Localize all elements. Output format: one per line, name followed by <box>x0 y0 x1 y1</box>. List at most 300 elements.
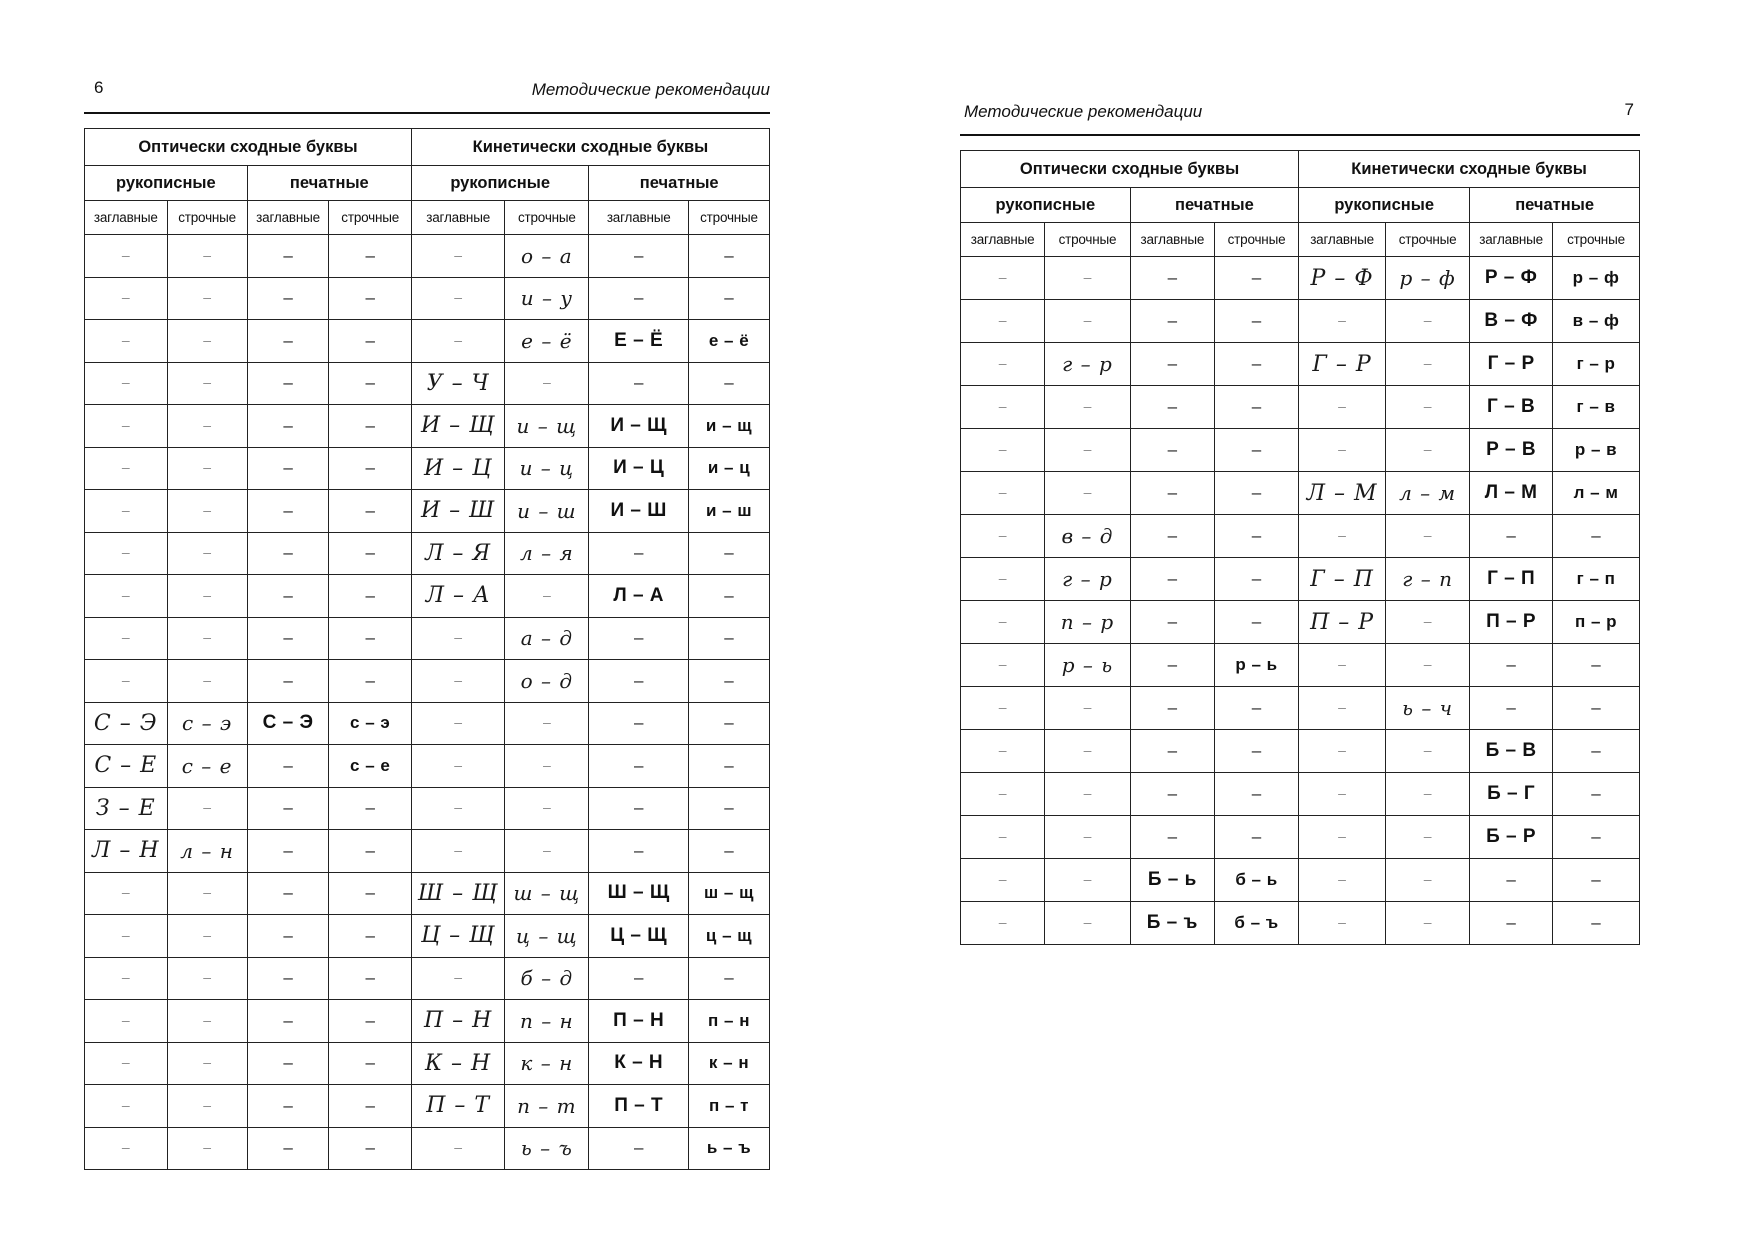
optical-printed-capital-cell <box>1130 515 1214 558</box>
kinetic-handwritten-capital-cell <box>1299 902 1386 945</box>
letter-pair: – <box>633 840 644 860</box>
right-page <box>960 98 1640 945</box>
letter-pair: – <box>454 1139 463 1156</box>
table-row <box>961 386 1640 429</box>
letter-pair: п – т <box>517 1093 577 1118</box>
letter-pair: с – э <box>350 713 391 733</box>
kinetic-handwritten-capital-cell <box>411 1127 504 1170</box>
optical-handwritten-capital-cell <box>85 1127 168 1170</box>
letter-pair: р – ф <box>1399 266 1456 290</box>
optical-handwritten-capital-cell <box>85 532 168 575</box>
letter-pair: – <box>203 1139 211 1156</box>
letter-pair: – <box>365 543 375 563</box>
kinetic-printed-capital-cell <box>1470 515 1553 558</box>
letter-pair: – <box>283 245 293 265</box>
letter-pair: – <box>1083 484 1092 500</box>
optical-printed-capital-cell <box>247 320 329 363</box>
letter-pair: ц – щ <box>705 925 753 945</box>
letter-pair: – <box>283 628 293 648</box>
kinetic-handwritten-lower-cell <box>1386 859 1470 902</box>
letter-pair: – <box>1338 914 1346 930</box>
letter-pair: Б – Р <box>1486 826 1537 847</box>
letter-pair: – <box>1167 440 1178 459</box>
kinetic-printed-capital-cell <box>589 532 689 575</box>
letter-pair: – <box>203 1011 211 1028</box>
letter-pair: – <box>1251 698 1262 717</box>
letter-pair: – <box>1338 828 1346 844</box>
kinetic-printed-lower-cell <box>1553 386 1640 429</box>
kinetic-handwritten-lower-cell <box>505 1042 589 1085</box>
kinetic-handwritten-capital-cell <box>411 872 504 915</box>
kinetic-printed-capital-cell <box>1470 687 1553 730</box>
letter-pair: – <box>1251 268 1262 287</box>
letter-pair: в – ф <box>1572 311 1620 330</box>
kinetic-handwritten-lower-cell <box>1386 902 1470 945</box>
left-page <box>84 76 770 1170</box>
optical-handwritten-capital-cell <box>85 1000 168 1043</box>
optical-handwritten-capital-cell <box>85 745 168 788</box>
optical-printed-lower-cell <box>329 702 412 745</box>
letter-pair: – <box>1167 698 1178 717</box>
letter-pair: – <box>121 544 130 561</box>
optical-handwritten-lower-cell <box>167 660 247 703</box>
optical-printed-lower-cell <box>329 957 412 1000</box>
optical-handwritten-lower-cell <box>167 1085 247 1128</box>
letter-pair: – <box>542 841 551 858</box>
letter-pair: – <box>203 289 211 306</box>
letter-pair: – <box>203 501 211 518</box>
letter-pair: – <box>121 629 130 646</box>
optical-handwritten-capital-cell <box>961 558 1045 601</box>
capital-column-heading: заглавные <box>1130 223 1214 257</box>
letter-pair: – <box>1591 526 1601 545</box>
kinetic-handwritten-capital-cell <box>411 405 504 448</box>
letter-pair: – <box>283 840 293 860</box>
letter-pair: – <box>283 968 293 988</box>
letter-pair: и – щ <box>516 413 578 438</box>
letter-pair: П – Н <box>423 1008 493 1034</box>
kinetic-printed-lower-cell <box>689 490 770 533</box>
letter-pair: – <box>1338 312 1346 328</box>
kinetic-handwritten-capital-cell <box>411 787 504 830</box>
kinetic-printed-lower-cell <box>1553 902 1640 945</box>
optical-handwritten-capital-cell <box>85 915 168 958</box>
letter-pair: – <box>1506 913 1516 932</box>
letter-pair: ь – ъ <box>706 1138 752 1158</box>
letter-pair: – <box>1083 312 1092 328</box>
letter-pair: Л – А <box>425 583 491 609</box>
kinetic-handwritten-capital-cell <box>411 575 504 618</box>
table-row <box>961 558 1640 601</box>
kinetic-handwritten-capital-cell <box>1299 773 1386 816</box>
kinetic-printed-lower-cell <box>689 405 770 448</box>
kinetic-printed-lower-cell <box>1553 859 1640 902</box>
letter-pair: – <box>1251 354 1262 373</box>
kinetic-handwritten-lower-cell <box>505 362 589 405</box>
optical-printed-capital-cell <box>1130 601 1214 644</box>
kinetic-handwritten-lower-cell <box>1386 644 1470 687</box>
letter-pair: – <box>283 670 293 690</box>
kinetic-handwritten-lower-cell <box>505 830 589 873</box>
optical-handwritten-lower-cell <box>167 830 247 873</box>
table-row <box>961 601 1640 644</box>
letter-pair: Л – Н <box>91 838 160 864</box>
optical-printed-lower-cell <box>1214 343 1298 386</box>
optical-printed-capital-cell <box>247 787 329 830</box>
capital-column-heading: заглавные <box>85 201 168 235</box>
letter-pair: – <box>633 1138 644 1158</box>
letter-pair: – <box>365 585 375 605</box>
letter-pair: б – ъ <box>1234 913 1279 932</box>
kinetic-printed-capital-cell <box>589 702 689 745</box>
letter-pair: – <box>203 544 211 561</box>
table-row <box>961 472 1640 515</box>
table-row <box>85 617 770 660</box>
kinetic-printed-capital-cell <box>589 447 689 490</box>
letter-pair: – <box>542 714 551 731</box>
kinetic-handwritten-capital-cell <box>411 957 504 1000</box>
letter-pair: – <box>283 288 293 308</box>
table-row <box>961 515 1640 558</box>
kinetic-handwritten-lower-cell <box>505 235 589 278</box>
optical-printed-lower-cell <box>1214 601 1298 644</box>
letter-pair: – <box>121 1054 130 1071</box>
letter-pair: – <box>998 742 1007 758</box>
letter-pair: – <box>365 925 375 945</box>
letter-pair: г – р <box>1062 567 1113 591</box>
letter-pair: – <box>454 331 463 348</box>
letter-pair: – <box>365 798 375 818</box>
optical-printed-capital-cell <box>247 915 329 958</box>
letter-pair: С – Э <box>93 710 158 736</box>
optical-handwritten-capital-cell <box>85 872 168 915</box>
optical-handwritten-lower-cell <box>167 447 247 490</box>
letter-pair: – <box>998 355 1007 371</box>
optical-handwritten-capital-cell <box>961 859 1045 902</box>
optical-handwritten-capital-cell <box>85 787 168 830</box>
letter-pair: – <box>283 925 293 945</box>
optical-printed-lower-cell <box>1214 730 1298 773</box>
table-row <box>85 1042 770 1085</box>
letter-pair: – <box>1167 741 1178 760</box>
letter-pair: – <box>1251 612 1262 631</box>
optical-handwritten-capital-cell <box>85 660 168 703</box>
letter-pair: е – ё <box>521 328 573 353</box>
letter-pair: г – р <box>1062 352 1113 376</box>
letter-pair: В – Ф <box>1484 310 1538 331</box>
handwritten-heading: рукописные <box>85 166 248 201</box>
letter-pair: С – Э <box>262 712 314 734</box>
table-row <box>961 816 1640 859</box>
letter-pair: – <box>283 1095 293 1115</box>
kinetic-printed-lower-cell <box>689 702 770 745</box>
letter-pair: – <box>1338 398 1346 414</box>
letter-pair: – <box>998 441 1007 457</box>
printed-heading: печатные <box>1130 188 1298 223</box>
optical-handwritten-lower-cell <box>167 787 247 830</box>
letter-pair: к – н <box>708 1053 750 1073</box>
letters-table <box>84 128 770 1170</box>
optical-printed-lower-cell <box>1214 902 1298 945</box>
letter-pair: Б – Г <box>1487 783 1536 804</box>
optical-printed-capital-cell <box>1130 730 1214 773</box>
kinetic-handwritten-capital-cell <box>411 277 504 320</box>
letter-pair: – <box>633 755 644 775</box>
kinetic-printed-capital-cell <box>589 1000 689 1043</box>
letter-pair: – <box>121 671 130 688</box>
letter-pair: ц – щ <box>516 923 578 948</box>
letter-pair: – <box>1083 699 1092 715</box>
kinetic-handwritten-capital-cell <box>1299 257 1386 300</box>
kinetic-printed-capital-cell <box>1470 429 1553 472</box>
letter-pair: – <box>998 785 1007 801</box>
kinetic-printed-capital-cell <box>589 575 689 618</box>
optical-handwritten-lower-cell <box>1045 558 1131 601</box>
letter-pair: – <box>203 799 211 816</box>
letter-pair: – <box>121 1139 130 1156</box>
letter-pair: – <box>1167 569 1178 588</box>
kinetic-printed-capital-cell <box>589 1085 689 1128</box>
optical-handwritten-capital-cell <box>85 235 168 278</box>
optical-handwritten-capital-cell <box>85 447 168 490</box>
optical-printed-capital-cell <box>247 1042 329 1085</box>
optical-handwritten-lower-cell <box>1045 257 1131 300</box>
table-row <box>85 957 770 1000</box>
letter-pair: и – ц <box>707 458 751 478</box>
table-row <box>85 405 770 448</box>
optical-handwritten-lower-cell <box>1045 644 1131 687</box>
optical-handwritten-capital-cell <box>85 1042 168 1085</box>
letter-pair: – <box>121 246 130 263</box>
letter-pair: – <box>203 1096 211 1113</box>
optical-printed-lower-cell <box>329 277 412 320</box>
letter-pair: – <box>1423 613 1432 629</box>
kinetic-handwritten-capital-cell <box>411 745 504 788</box>
letter-pair: – <box>1338 699 1346 715</box>
kinetic-handwritten-lower-cell <box>1386 515 1470 558</box>
letter-pair: – <box>1083 441 1092 457</box>
kinetic-printed-capital-cell <box>1470 601 1553 644</box>
letter-pair: – <box>454 841 463 858</box>
letter-pair: – <box>121 1011 130 1028</box>
running-title: Методические рекомендации <box>531 80 770 99</box>
optical-handwritten-lower-cell <box>1045 816 1131 859</box>
kinetic-printed-lower-cell <box>689 660 770 703</box>
page-number: 6 <box>94 78 104 97</box>
letter-pair: – <box>1338 785 1346 801</box>
printed-heading: печатные <box>247 166 411 201</box>
handwritten-heading: рукописные <box>1299 188 1470 223</box>
kinetic-printed-capital-cell <box>1470 257 1553 300</box>
kinetic-handwritten-capital-cell <box>1299 816 1386 859</box>
letter-pair: – <box>1167 827 1178 846</box>
kinetic-handwritten-capital-cell <box>1299 386 1386 429</box>
letter-pair: – <box>283 1010 293 1030</box>
capital-column-heading: заглавные <box>589 201 689 235</box>
letter-pair: – <box>724 755 734 775</box>
letter-pair: – <box>998 312 1007 328</box>
letter-pair: и – ц <box>519 456 575 481</box>
kinetic-handwritten-lower-cell <box>1386 730 1470 773</box>
optical-handwritten-lower-cell <box>167 532 247 575</box>
letter-pair: и – ш <box>705 500 753 520</box>
table-row <box>85 320 770 363</box>
optical-handwritten-capital-cell <box>85 277 168 320</box>
kinetic-printed-lower-cell <box>1553 429 1640 472</box>
table-row <box>85 490 770 533</box>
kinetic-printed-lower-cell <box>1553 300 1640 343</box>
letter-pair: Б – ъ <box>1146 912 1198 933</box>
letter-pair: Л – А <box>613 584 665 606</box>
letter-pair: Л – М <box>1484 482 1538 503</box>
kinetic-printed-lower-cell <box>689 1042 770 1085</box>
optical-printed-lower-cell <box>1214 558 1298 601</box>
capital-column-heading: заглавные <box>961 223 1045 257</box>
optical-printed-capital-cell <box>1130 644 1214 687</box>
letter-pair: – <box>998 484 1007 500</box>
kinetic-printed-lower-cell <box>1553 773 1640 816</box>
kinetic-handwritten-capital-cell <box>411 830 504 873</box>
kinetic-handwritten-capital-cell <box>411 490 504 533</box>
letter-pair: – <box>724 670 734 690</box>
letter-pair: – <box>365 883 375 903</box>
letter-pair: – <box>365 968 375 988</box>
kinetic-printed-lower-cell <box>1553 687 1640 730</box>
letter-pair: – <box>1083 785 1092 801</box>
optical-printed-lower-cell <box>1214 257 1298 300</box>
kinetic-printed-lower-cell <box>1553 730 1640 773</box>
letter-pair: Г – В <box>1487 396 1536 417</box>
letter-pair: Г – Р <box>1487 353 1535 374</box>
letter-pair: – <box>1423 355 1432 371</box>
letter-pair: – <box>724 373 734 393</box>
letter-pair: – <box>724 713 734 733</box>
kinetic-handwritten-lower-cell <box>505 447 589 490</box>
optical-printed-capital-cell <box>247 745 329 788</box>
letter-pair: П – Р <box>1486 611 1537 632</box>
letter-pair: З – Е <box>95 795 156 821</box>
optical-printed-lower-cell <box>329 1042 412 1085</box>
optical-printed-capital-cell <box>1130 386 1214 429</box>
letter-pair: – <box>633 373 644 393</box>
kinetic-printed-lower-cell <box>1553 472 1640 515</box>
kinetic-printed-lower-cell <box>1553 816 1640 859</box>
letter-pair: – <box>998 656 1007 672</box>
letter-pair: – <box>121 501 130 518</box>
letter-pair: – <box>283 330 293 350</box>
letter-pair: – <box>1251 397 1262 416</box>
kinetic-handwritten-capital-cell <box>1299 300 1386 343</box>
letter-pair: – <box>365 1095 375 1115</box>
letter-pair: – <box>998 269 1007 285</box>
optical-printed-lower-cell <box>329 405 412 448</box>
optical-handwritten-lower-cell <box>167 362 247 405</box>
letter-pair: – <box>365 670 375 690</box>
kinetic-printed-capital-cell <box>1470 902 1553 945</box>
letter-pair: – <box>203 926 211 943</box>
letter-pair: – <box>998 699 1007 715</box>
letter-pair: – <box>998 914 1007 930</box>
letter-pair: – <box>1591 741 1601 760</box>
optical-printed-capital-cell <box>247 362 329 405</box>
optical-printed-capital-cell <box>247 1127 329 1170</box>
kinetic-handwritten-lower-cell <box>505 1085 589 1128</box>
optical-printed-lower-cell <box>1214 300 1298 343</box>
kinetic-printed-lower-cell <box>1553 515 1640 558</box>
optical-printed-capital-cell <box>247 405 329 448</box>
letter-pair: л – н <box>180 838 234 863</box>
letter-pair: Ц – Щ <box>610 924 668 946</box>
running-title: Методические рекомендации <box>964 102 1203 121</box>
letter-pair: – <box>724 585 734 605</box>
optical-printed-capital-cell <box>247 660 329 703</box>
optical-printed-capital-cell <box>247 490 329 533</box>
kinetic-handwritten-lower-cell <box>505 745 589 788</box>
optical-handwritten-capital-cell <box>961 687 1045 730</box>
optical-handwritten-capital-cell <box>85 405 168 448</box>
optical-handwritten-capital-cell <box>961 300 1045 343</box>
optical-handwritten-lower-cell <box>1045 343 1131 386</box>
capital-column-heading: заглавные <box>247 201 329 235</box>
letter-pair: Р – В <box>1486 439 1537 460</box>
letter-pair: – <box>283 1138 293 1158</box>
kinetic-printed-lower-cell <box>689 787 770 830</box>
letter-pair: б – ь <box>1235 870 1278 889</box>
optical-handwritten-capital-cell <box>961 773 1045 816</box>
kinetic-handwritten-capital-cell <box>411 702 504 745</box>
optical-handwritten-lower-cell <box>167 617 247 660</box>
kinetic-handwritten-lower-cell <box>505 617 589 660</box>
kinetic-handwritten-capital-cell <box>1299 859 1386 902</box>
letter-pair: – <box>1423 914 1432 930</box>
optical-handwritten-capital-cell <box>961 644 1045 687</box>
kinetic-printed-capital-cell <box>1470 859 1553 902</box>
letter-pair: Р – Ф <box>1310 265 1374 291</box>
letter-pair: – <box>1083 398 1092 414</box>
kinetic-printed-lower-cell <box>1553 644 1640 687</box>
letter-pair: р – ь <box>1061 653 1114 677</box>
kinetic-handwritten-lower-cell <box>505 277 589 320</box>
letter-pair: – <box>121 331 130 348</box>
optical-handwritten-capital-cell <box>961 472 1045 515</box>
letter-pair: – <box>365 373 375 393</box>
capital-column-heading: заглавные <box>1470 223 1553 257</box>
letter-pair: с – э <box>182 711 233 736</box>
letter-pair: – <box>283 883 293 903</box>
running-header <box>960 98 1640 136</box>
letter-pair: – <box>365 500 375 520</box>
optical-printed-capital-cell <box>247 617 329 660</box>
kinetic-printed-capital-cell <box>589 830 689 873</box>
letter-pair: – <box>365 330 375 350</box>
kinetic-printed-capital-cell <box>1470 300 1553 343</box>
letter-pair: с – е <box>181 753 233 778</box>
optical-handwritten-capital-cell <box>961 386 1045 429</box>
optical-handwritten-capital-cell <box>85 617 168 660</box>
optical-printed-lower-cell <box>1214 429 1298 472</box>
letter-pair: – <box>1423 785 1432 801</box>
kinetic-handwritten-lower-cell <box>505 702 589 745</box>
optical-handwritten-lower-cell <box>167 490 247 533</box>
optical-printed-capital-cell <box>1130 558 1214 601</box>
letter-pair: – <box>1591 698 1601 717</box>
letter-pair: – <box>1167 397 1178 416</box>
optical-handwritten-lower-cell <box>167 320 247 363</box>
kinetic-printed-lower-cell <box>689 320 770 363</box>
letter-pair: – <box>454 671 463 688</box>
kinetic-handwritten-lower-cell <box>1386 343 1470 386</box>
letter-pair: п – р <box>1574 612 1618 631</box>
